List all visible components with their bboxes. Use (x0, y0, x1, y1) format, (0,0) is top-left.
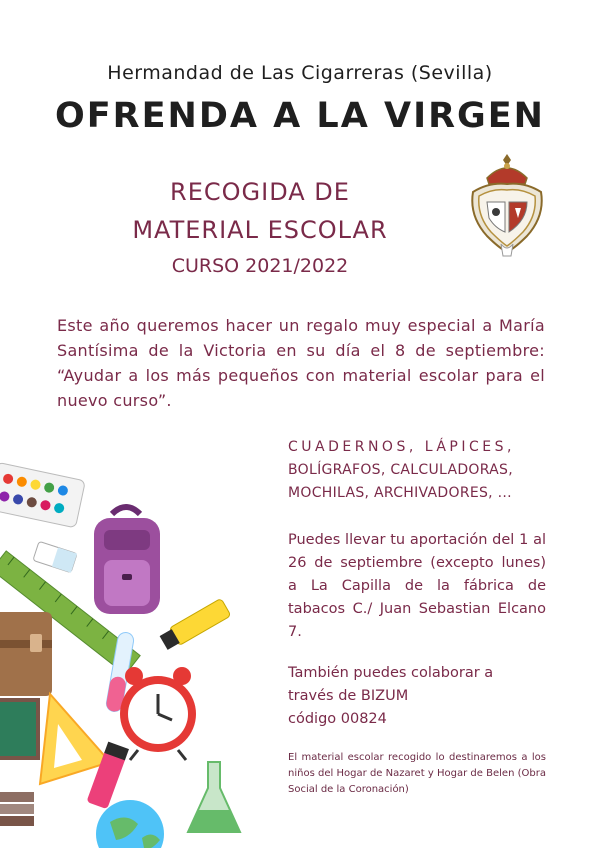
alarm-clock-icon (120, 667, 196, 760)
backpack-icon (94, 507, 160, 614)
campaign-title-line-1: RECOGIDA DE (170, 178, 350, 206)
materials-line-3: MOCHILAS, ARCHIVADORES, ... (288, 485, 512, 501)
destination-note: El material escolar recogido lo destinaremos a los niños del Hogar de Nazaret y Hogar de Belen (Obra Social de la Coronación) (288, 752, 546, 795)
organization-name: Hermandad de Las Cigarreras (Sevilla) (107, 62, 493, 84)
brotherhood-crest-icon (465, 152, 549, 258)
briefcase-icon (0, 612, 52, 696)
materials-line-1: CUADERNOS, LÁPICES, (288, 439, 515, 455)
flask-icon (188, 762, 240, 832)
bizum-code: código 00824 (288, 711, 387, 727)
poster-title: OFRENDA A LA VIRGEN (55, 96, 545, 136)
campaign-title-line-2: MATERIAL ESCOLAR (132, 216, 388, 244)
intro-paragraph: Este año queremos hacer un regalo muy especial a María Santísima de la Victoria en su día el 8 de septiembre: “Ayudar a los más pequeños con material escolar para el nuevo curso”. (57, 316, 545, 410)
materials-list (288, 436, 546, 505)
bizum-line-2: través de BIZUM (288, 688, 409, 704)
eraser-icon (33, 541, 77, 572)
books-icon (0, 792, 34, 826)
donation-instructions: Puedes llevar tu aportación del 1 al 26 de septiembre (excepto lunes) a La Capilla de la fábrica de tabacos C./ Juan Sebastian Elcano 7. (288, 532, 546, 640)
marker-icon (159, 598, 231, 651)
course-year: CURSO 2021/2022 (171, 255, 349, 277)
materials-line-2: BOLÍGRAFOS, CALCULADORAS, (288, 462, 513, 478)
chalkboard-icon (0, 700, 38, 758)
bizum-info (288, 662, 546, 731)
bizum-line-1: También puedes colaborar a (288, 665, 494, 681)
watercolor-palette-icon (0, 462, 85, 528)
school-supplies-illustration (0, 462, 285, 848)
